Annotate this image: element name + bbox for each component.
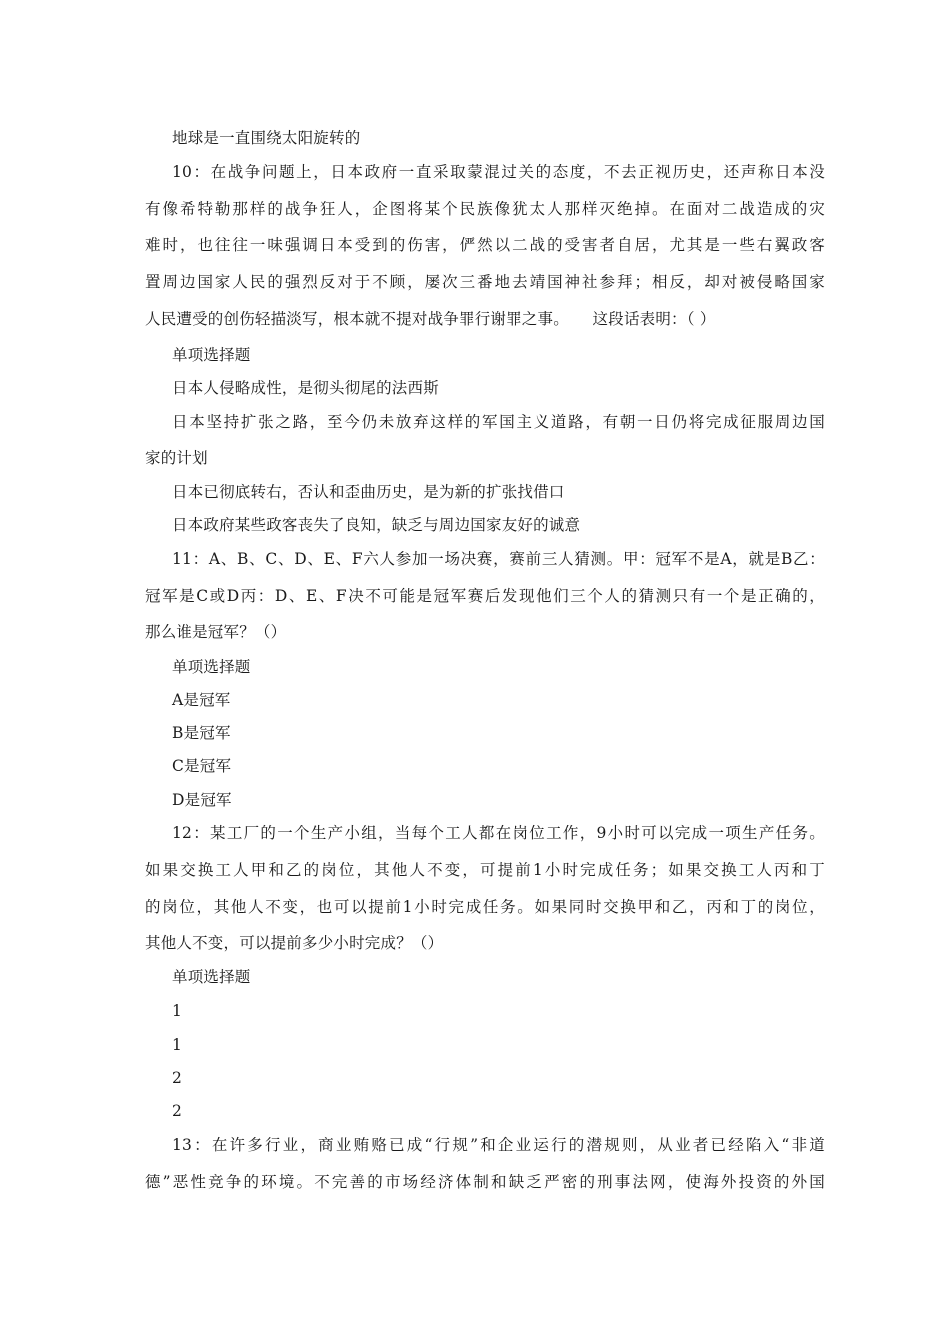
q12-stem-line-3: 的岗位，其他人不变，也可以提前1小时完成任务。如果同时交换甲和乙，丙和丁的岗位， xyxy=(145,898,825,916)
q9-option-d: 地球是一直围绕太阳旋转的 xyxy=(172,129,361,147)
q11-stem-line-3: 那么谁是冠军？（） xyxy=(145,623,287,641)
q12-option-b: 1 xyxy=(172,1036,183,1054)
q10-option-c: 日本已彻底转右，否认和歪曲历史，是为新的扩张找借口 xyxy=(172,483,565,501)
q10-stem-line-1: 10：在战争问题上，日本政府一直采取蒙混过关的态度，不去正视历史，还声称日本没 xyxy=(172,163,825,181)
q10-stem-line-2: 有像希特勒那样的战争狂人，企图将某个民族像犹太人那样灭绝掉。在面对二战造成的灾 xyxy=(145,200,825,218)
q12-stem-line-1: 12：某工厂的一个生产小组，当每个工人都在岗位工作，9小时可以完成一项生产任务。 xyxy=(172,824,825,842)
q11-stem-line-1: 11：A、B、C、D、E、F六人参加一场决赛，赛前三人猜测。甲：冠军不是A，就是B乙： xyxy=(172,550,825,568)
q12-stem-line-2: 如果交换工人甲和乙的岗位，其他人不变，可提前1小时完成任务；如果交换工人丙和丁 xyxy=(145,861,825,879)
q10-option-b-line-1: 日本坚持扩张之路，至今仍未放弃这样的军国主义道路，有朝一日仍将完成征服周边国 xyxy=(172,413,825,431)
q10-stem-line-3: 难时，也往往一味强调日本受到的伤害，俨然以二战的受害者自居，尤其是一些右翼政客 xyxy=(145,236,825,254)
q12-option-a: 1 xyxy=(172,1002,183,1020)
q10-question-type: 单项选择题 xyxy=(172,346,251,364)
q11-stem-line-2: 冠军是C或D丙：D、E、F决不可能是冠军赛后发现他们三个人的猜测只有一个是正确的， xyxy=(145,587,825,605)
q11-option-d: D是冠军 xyxy=(172,791,232,809)
q10-stem-line-4: 置周边国家人民的强烈反对于不顾，屡次三番地去靖国神社参拜；相反，却对被侵略国家 xyxy=(145,273,825,291)
q11-option-a: A是冠军 xyxy=(172,691,231,709)
q12-option-c: 2 xyxy=(172,1069,183,1087)
q10-option-d: 日本政府某些政客丧失了良知，缺乏与周边国家友好的诚意 xyxy=(172,516,581,534)
q13-stem-line-1: 13：在许多行业，商业贿赂已成“行规”和企业运行的潜规则，从业者已经陷入“非道 xyxy=(172,1136,825,1154)
q11-question-type: 单项选择题 xyxy=(172,658,251,676)
q12-stem-line-4: 其他人不变，可以提前多少小时完成？（） xyxy=(145,934,444,952)
q10-stem-line-5: 人民遭受的创伤轻描淡写，根本就不提对战争罪行谢罪之事。 这段话表明：（ ） xyxy=(145,310,716,328)
q11-option-b: B是冠军 xyxy=(172,724,231,742)
q10-option-a: 日本人侵略成性，是彻头彻尾的法西斯 xyxy=(172,379,439,397)
q13-stem-line-2: 德”恶性竞争的环境。不完善的市场经济体制和缺乏严密的刑事法网，使海外投资的外国 xyxy=(145,1173,825,1191)
q10-option-b-line-2: 家的计划 xyxy=(145,449,208,467)
q12-option-d: 2 xyxy=(172,1102,183,1120)
q12-question-type: 单项选择题 xyxy=(172,968,251,986)
q11-option-c: C是冠军 xyxy=(172,757,232,775)
